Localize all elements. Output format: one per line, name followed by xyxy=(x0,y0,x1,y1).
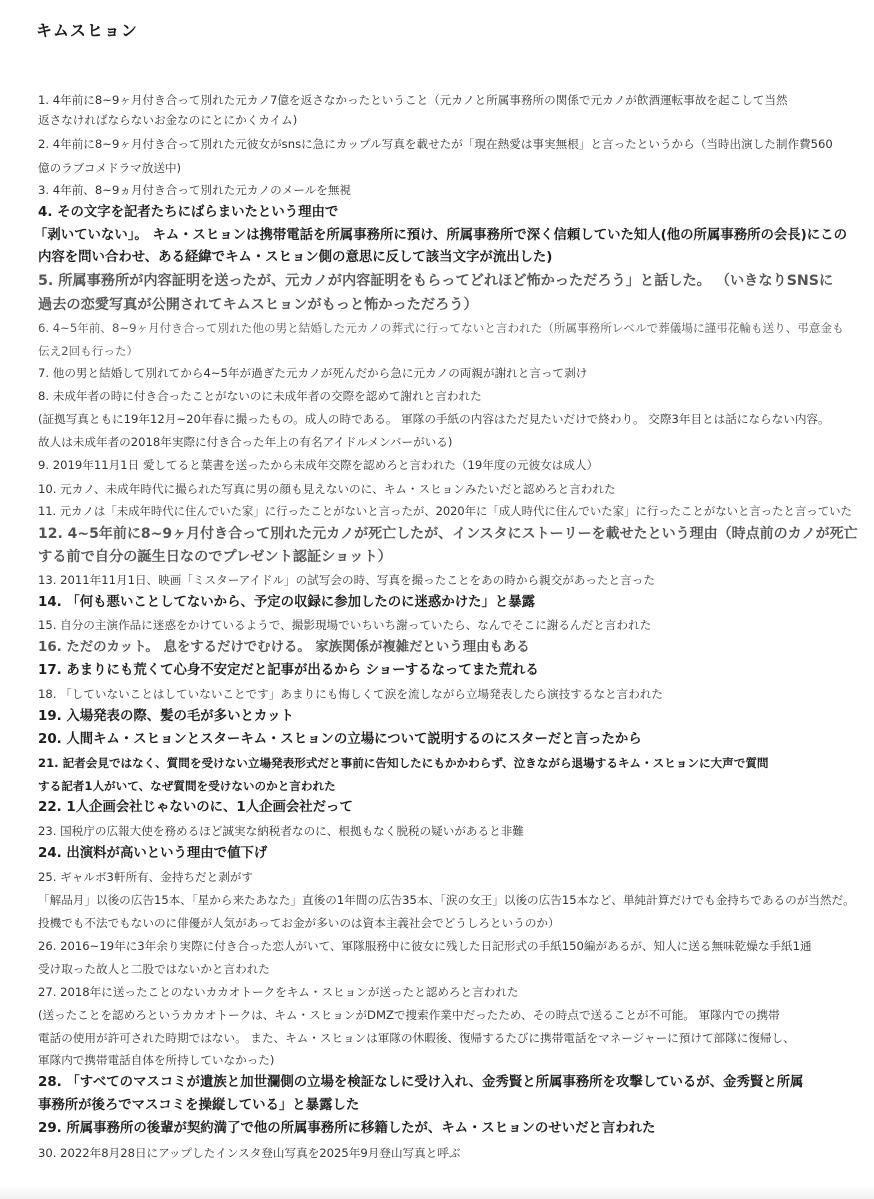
list-line: 2. 4年前に8~9ヶ月付き合って別れた元彼女がsnsに急にカップル写真を載せたが「現在熱愛は事実無根」と言ったというから（当時出演した制作費560 xyxy=(38,137,833,151)
list-line: 事務所が後ろでマスコミを操縦している」と暴露した xyxy=(38,1098,360,1113)
list-line: 15. 自分の主演作品に迷惑をかけているようで、撮影現場でいちいち謝っていたら、なんでそこに謝るんだと言われた xyxy=(38,618,652,632)
bottom-cut-line xyxy=(0,1186,874,1199)
list-line: 27. 2018年に送ったことのないカカオトークをキム・スヒョンが送ったと認めろと言われた xyxy=(38,985,519,999)
list-line: 億のラブコメドラマ放送中) xyxy=(38,161,182,175)
list-line: 20. 人間キム・スヒョンとスターキム・スヒョンの立場について説明するのにスターだと言ったから xyxy=(38,732,642,747)
list-line: 「解品月」以後の広告15本、「星から来たあなた」直後の1年間の広告35本、「涙の女王」以後の広告15本など、単純計算だけでも金持ちであるのが当然だ。 xyxy=(38,893,855,907)
list-line: 5. 所属事務所が内容証明を送ったが、元カノが内容証明をもらってどれほど怖かっただろう」と話した。 （いきなりSNSに xyxy=(38,273,834,289)
list-line: 16. ただのカット。 息をするだけでむける。 家族関係が複雑だという理由もある xyxy=(38,640,530,655)
list-line: 19. 入場発表の際、髪の毛が多いとカット xyxy=(38,709,294,724)
list-line: 内容を問い合わせ、ある経緯でキム・スヒョン側の意思に反して該当文字が流出した) xyxy=(38,250,553,265)
list-line: 故人は未成年者の2018年実際に付き合った年上の有名アイドルメンバーがいる) xyxy=(38,435,453,449)
list-line: 電話の使用が許可された時期ではない。 また、キム・スヒョンは軍隊の休暇後、復帰するたびに携帯電話をマネージャーに預けて部隊に復帰し、 xyxy=(38,1031,795,1045)
list-line: 4. その文字を記者たちにばらまいたという理由で xyxy=(38,205,339,220)
list-line: 17. あまりにも荒くて心身不安定だと記事が出るから ショーするなってまた荒れる xyxy=(38,663,539,678)
list-line: 30. 2022年8月28日にアップしたインスタ登山写真を2025年9月登山写真と呼ぶ xyxy=(38,1146,461,1160)
list-line: 13. 2011年11月1日、映画「ミスターアイドル」の試写会の時、写真を撮ったことをあの時から親交があったと言った xyxy=(38,573,655,587)
list-line: 7. 他の男と結婚して別れてから4~5年が過ぎた元カノが死んだから急に元カノの両親が謝れと言って剥け xyxy=(38,366,588,380)
list-line: 24. 出演料が高いという理由で値下げ xyxy=(38,846,268,861)
document-title: キムスヒョン xyxy=(36,21,138,40)
list-line: 22. 1人企画会社じゃないのに、1人企画会社だって xyxy=(38,800,353,815)
list-line: 28. 「すべてのマスコミが遺族と加世瀾側の立場を検証なしに受け入れ、金秀賢と所属事務所を攻撃しているが、金秀賢と所属 xyxy=(38,1075,804,1090)
list-line: 18. 「していないことはしていないことです」あまりにも悔しくて涙を流しながら立場発表したら演技するなと言われた xyxy=(38,687,664,701)
list-line: 10. 元カノ、未成年時代に撮られた写真に男の顔も見えないのに、キム・スヒョンみたいだと認めろと言われた xyxy=(38,482,616,496)
list-line: 12. 4~5年前に8~9ヶ月付き合って別れた元カノが死亡したが、インスタにストーリーを載せたという理由（時点前のカノが死亡 xyxy=(38,526,858,542)
list-line: 8. 未成年者の時に付き合ったことがないのに未成年者の交際を認めて謝れと言われた xyxy=(38,389,482,403)
list-line: 25. ギャルボ3軒所有、金持ちだと剥がす xyxy=(38,870,254,884)
list-line: 受け取った故人と二股ではないかと言われた xyxy=(38,962,270,976)
list-line: 1. 4年前に8~9ヶ月付き合って別れた元カノ7億を返さなかったということ（元カノと所属事務所の関係で元カノが飲酒運転事故を起こして当然 xyxy=(38,93,788,107)
list-line: 29. 所属事務所の後輩が契約満了で他の所属事務所に移籍したが、キム・スヒョンのせいだと言われた xyxy=(38,1121,656,1136)
list-line: 14. 「何も悪いことしてないから、予定の収録に参加したのに迷惑かけた」と暴露 xyxy=(38,595,536,610)
list-line: 伝え2回も行った） xyxy=(38,344,139,358)
list-line: する前で自分の誕生日なのでプレゼント認証ショット） xyxy=(38,549,392,565)
list-line: 返さなければならないお金なのにとにかくカイム) xyxy=(38,113,298,127)
list-line: 投機でも不法でもないのに俳優が人気があってお金が多いのは資本主義社会でどうしろというのか） xyxy=(38,916,560,930)
list-line: 9. 2019年11月1日 愛してると葉書を送ったから未成年交際を認めろと言われた（19年度の元彼女は成人） xyxy=(38,458,599,472)
list-line: 軍隊内で携帯電話自体を所持していなかった) xyxy=(38,1053,275,1067)
list-line: する記者1人がいて、なぜ質問を受けないのかと言われた xyxy=(38,779,336,793)
list-line: 11. 元カノは「未成年時代に住んでいた家」に行ったことがないと言ったが、2020年に「成人時代に住んでいた家」に行ったことがないと言ったと言っていた xyxy=(38,504,852,518)
list-line: 23. 国税庁の広報大使を務めるほど誠実な納税者なのに、根拠もなく脱税の疑いがあると非難 xyxy=(38,824,524,838)
list-line: 過去の恋愛写真が公開されてキムスヒョンがもっと怖かっただろう） xyxy=(38,297,478,313)
list-line: 3. 4年前、8~9ヵ月付き合って別れた元カノのメールを無視 xyxy=(38,183,352,197)
list-line: 「剥いていない」。 キム・スヒョンは携帯電話を所属事務所に預け、所属事務所で深く信頼していた知人(他の所属事務所の会長)にこの xyxy=(34,228,847,243)
list-line: (証拠写真ともに19年12月~20年春に撮ったもの。成人の時である。 軍隊の手紙の内容はただ見たいだけで終わり。 交際3年目とは話にならない内容。 xyxy=(38,412,830,426)
list-line: 6. 4~5年前、8~9ヶ月付き合って別れた他の男と結婚した元カノの葬式に行ってないと言われた（所属事務所レベルで葬儀場に謹弔花輪も送り、弔意金も xyxy=(38,321,844,335)
list-line: 21. 記者会見ではなく、質問を受けない立場発表形式だと事前に告知したにもかかわらず、泣きながら退場するキム・スヒョンに大声で質問 xyxy=(38,756,769,770)
list-line: 26. 2016~19年に3年余り実際に付き合った恋人がいて、軍隊服務中に彼女に残した日記形式の手紙150編があるが、知人に送る無味乾燥な手紙1通 xyxy=(38,939,812,953)
list-line: (送ったことを認めろというカカオトークは、キム・スヒョンがDMZで捜索作業中だったため、その時点で送ることが不可能。 軍隊内での携帯 xyxy=(38,1008,780,1022)
